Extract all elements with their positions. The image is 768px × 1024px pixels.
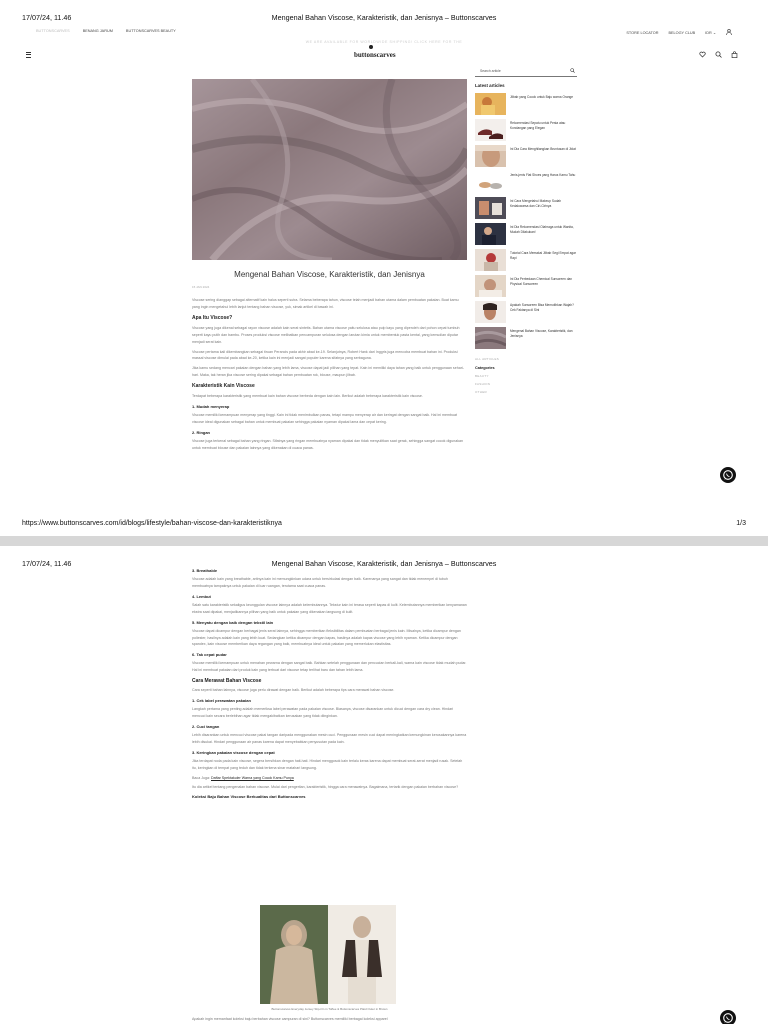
paragraph-tak-cepat-pudar: Viscose memiliki kemampuan untuk menahan pewarna dengan sangat baik. Bahkan setelah penggunaan dan pencucian berkali-kali, warna kain viscose tidak mudah pudar. Hal ini membuat pakaian dari produk kain yang terbuat dari viscose tetap terlihat baru dan tahan lebih lama. [192, 661, 467, 673]
subheading-mudah-menyerap: 1. Mudah menyerap [192, 404, 230, 410]
subheading-menyatu: 5. Menyatu dengan baik dengan tekstil lain [192, 619, 274, 625]
menu-icon[interactable] [26, 52, 31, 59]
paragraph-breathable: Viscose adalah kain yang breathable, artinya kain ini memungkinkan udara untuk bersirkulasi dengan baik. Karenanya yang sangat dan tidak menempel di tubuh membuatnya tampaknya untuk pakaian di luar ruangan, terutama saat cuaca panas. [192, 577, 448, 588]
subheading-tak-cepat-pudar: 6. Tak cepat pudar [192, 652, 227, 658]
paragraph-keringkan: Jika terdapat noda pada kain viscose, segera bersihkan dengan hati-hati. Hindari menggosok kain terlalu keras karena dapat membuat serat-serat menjadi rusak. Setelah itu, keringkan di tempat yang teduh dan tidak terkena sinar matahari langsung. [192, 758, 463, 770]
bag-icon[interactable] [731, 51, 738, 60]
product-image-viscose-outfits [260, 905, 396, 1004]
latest-article-item[interactable] [475, 197, 577, 223]
category-beauty[interactable]: BEAUTY [475, 374, 489, 378]
article-thumbnail [475, 223, 506, 245]
heart-icon[interactable] [699, 51, 706, 60]
print-datetime: 17/07/24, 11.46 [22, 559, 72, 568]
paragraph-cuci-tangan: Lebih disarankan untuk mencuci viscose pakai tangan daripada menggunakan mesin cuci. Penggunaan mesin cuci dapat meningkatkan kemungkinan kerusakannya karena lebih disukai. Hindari penggunaan air panas karena dapat menyebabkan penyusutan pada kain. [192, 732, 467, 744]
article-thumbnail [475, 275, 506, 297]
latest-article-title: Tutorial Cara Memakai Jilbab Segi Empat agar Rapi [510, 251, 576, 260]
heading-apa-itu-viscose: Apa Itu Viscose? [192, 314, 233, 321]
baca-juga-link[interactable]: Daftar Spektakuler Warna yang Cocok Kamu Punya [210, 775, 294, 780]
latest-article-item[interactable] [475, 93, 577, 119]
article-thumbnail [475, 171, 506, 193]
subheading-cuci-tangan: 2. Cuci tangan [192, 723, 220, 729]
subheading-keringkan: 3. Keringkan pakaian viscose dengan cepat [192, 749, 275, 755]
store-locator-link[interactable]: STORE LOCATOR [626, 30, 659, 35]
latest-article-title: Rekomendasi Sepatu untuk Pesta atau Kondangan yang Elegan [510, 121, 566, 130]
paragraph-menyatu: Viscose dapat dicampur dengan berbagai jenis serat lainnya, sehingga memberikan fleksibilitas dalam pembuatan berbagai jenis kain. Misalnya, ketika dicampur dengan poliester, hasilnya adalah kain yang lebih kuat. Sedangkan ketika dicampur dengan kapas, hasilnya adalah kapas viscose yang lebih nyaman. Ketika dicampur dengan spandex, kain viscose memberikan daya regangan yang baik, membuatnya ideal untuk pakaian yang memerlukan elastisitas. [192, 628, 461, 647]
all-articles-link[interactable]: ALL ARTICLES [475, 357, 500, 361]
latest-article-title: Ini Dia Rekomendasi Olahraga untuk Wanita, Mudah Dilakukan! [510, 225, 574, 234]
article-intro: Viscose sering dianggap sebagai alternatif kain halus seperti sutra. Selama beberapa tahun, viscose telah menjadi bahan utama dalam pembuatan pakaian. Buat kamu yang ingin mengetahui lebih lanjut tentang bahan viscose, yuk, simak artikel di bawah ini. [192, 298, 459, 309]
subheading-ringan: 2. Ringan [192, 429, 211, 435]
paragraph-karakter-intro: Terdapat beberapa karakteristik yang membuat kain bahan viscose berbeda dengan kain lain. Berikut adalah beberapa karakteristik kain viscose. [192, 394, 423, 399]
currency-select[interactable] [705, 30, 716, 35]
image-caption: Buttonscarves Everyday Jersey Slip-On in Toffee & Buttonscarves Plaid Outer in Brown [271, 1007, 388, 1011]
subheading-breathable: 3. Breathable [192, 568, 218, 573]
article-thumbnail [475, 301, 506, 323]
print-url: https://www.buttonscarves.com/id/blogs/lifestyle/bahan-viscose-dan-karakteristiknya [22, 520, 282, 527]
paragraph-rawat-intro: Cara seperti bahan lainnya, viscose juga perlu dirawat dengan baik. Berikut adalah beberapa tips cara merawat bahan viscose. [192, 688, 395, 693]
print-footer [22, 520, 746, 527]
top-navigation [36, 29, 732, 37]
latest-article-item[interactable] [475, 275, 577, 301]
article-date: 15 JAN 2024 [192, 285, 210, 289]
article-thumbnail [475, 197, 506, 219]
latest-articles-title: Latest articles [475, 83, 505, 88]
nav-benang-jarum[interactable]: BENANG JARUM [82, 29, 113, 33]
whatsapp-icon[interactable] [720, 1010, 736, 1024]
sidebar [475, 66, 577, 394]
latest-article-title: Ini Dia Cara Menghilangkan Bruntusan di Jidat [510, 147, 576, 151]
search-placeholder: Search article [480, 69, 501, 73]
heading-koleksi: Koleksi Baju Bahan Viscose Berkualitas dari Buttonscarves [192, 794, 306, 800]
whatsapp-icon[interactable] [720, 467, 736, 483]
announcement-bar[interactable]: WE ARE AVAILABLE FOR WORLDWIDE SHIPPING! CLICK HERE FOR THE [305, 40, 463, 44]
hero-image-viscose-fabric [192, 79, 467, 260]
latest-article-item[interactable] [475, 249, 577, 275]
latest-article-title: Ini Cara Mengetahui Makeup Sudah Kedaluwarsa dan Ciri-Cirinya [510, 199, 562, 208]
article-title: Mengenal Bahan Viscose, Karakteristik, dan Jenisnya [234, 270, 425, 279]
latest-article-title: Apakah Sunscreen Bisa Memutihkan Wajah? Cek Faktanya di Sini [510, 303, 574, 312]
category-other[interactable]: OTHER [475, 390, 487, 394]
article-thumbnail [475, 249, 506, 271]
subheading-lembut: 4. Lembut [192, 593, 211, 599]
baca-juga-prefix: Baca Juga: [192, 775, 211, 780]
search-icon[interactable] [715, 51, 722, 60]
search-icon[interactable] [570, 68, 575, 73]
currency-label: IDR [705, 31, 712, 35]
paragraph-closing: Itu dia artikel tentang pengenalan bahan viscose. Mulai dari pengertian, karakteristik, hingga cara merawatnya. Bagaimana, tertarik dengan pakaian berbahan viscose? [192, 785, 459, 790]
latest-articles-list [475, 93, 577, 353]
latest-article-item[interactable] [475, 327, 577, 353]
heading-cara-merawat: Cara Merawat Bahan Viscose [192, 678, 262, 685]
paragraph-ringan: Viscose juga terkenal sebagai bahan yang ringan. Sifatnya yang ringan membuatnya nyaman dipakai dan tidak menyulitkan saat gerak, sehingga sangat cocok digunakan untuk membuat blouse dan pakaian lainnya yang dikenakan di cuaca panas. [192, 438, 464, 450]
user-icon[interactable] [726, 29, 732, 36]
latest-article-item[interactable] [475, 301, 577, 327]
paragraph-apa-2: Viscose pertama kali dikembangkan sebagai tiruan Perancis pada akhir abad ke-19. Selanjutnya, Robert Hank dari Inggris juga mencoba membuat bahan ini. Produksi massal viscose dimulai pada abad ke-20, ketika kain ini menjadi sangat populer karena sifatnya yang serbaguna. [192, 349, 458, 361]
latest-article-item[interactable] [475, 145, 577, 171]
main-header [24, 50, 738, 62]
site-logo[interactable]: buttonscarves [354, 51, 396, 59]
paragraph-lembut: Salah satu karakteristik sekaligus keunggulan viscose lainnya adalah kelembutannya. Tekstur kain ini terasa seperti kapas di kulit. Kelembutannya memberikan kenyamanan ekstra saat dipakai, menjadikannya pilihan yang baik untuk pakaian yang dikenakan langsung di kulit. [192, 602, 467, 614]
article-thumbnail [475, 145, 506, 167]
nav-buttonscarves[interactable]: BUTTONSCARVES [36, 29, 70, 33]
article-body-3 [192, 1016, 467, 1023]
article-thumbnail [475, 327, 506, 349]
paragraph-apa-1: Viscose yang juga dikenal sebagai rayon viscose adalah kain serat sintetis. Bahan utama viscose yaitu selulosa atau pulp kayu yang diperoleh dari pohon cepat tumbuh seperti kayu putih dan bambu. Proses produksi viscose melibatkan pencampuran selulosa dengan larutan kimia untuk membentuk pasta kental, yang kemudian diputar menjadi serat kain. [192, 325, 460, 344]
paragraph-cek-label: Langkah pertama yang penting adalah memeriksa label perawatan pada pakaian viscose. Biasanya, viscose disarankan untuk dicuci dengan cara dry clean. Hindari mencuci kain secara berlebihan agar tidak mengakibatkan kerusakan yang tidak diinginkan. [192, 707, 454, 718]
belogy-club-link[interactable]: BELOGY CLUB [668, 30, 696, 35]
latest-article-item[interactable] [475, 223, 577, 249]
latest-article-item[interactable] [475, 119, 577, 145]
article-thumbnail [475, 119, 506, 141]
article-body-1 [192, 297, 467, 452]
latest-article-title: Ini Dia Perbedaan Chemical Sunscreen dan Physical Sunscreen [510, 277, 573, 286]
category-fashion[interactable]: FASHION [475, 382, 491, 386]
latest-article-title: Jenis-jenis Flat Shoes yang Harus Kamu Tahu [510, 173, 576, 177]
print-datetime: 17/07/24, 11.46 [22, 13, 72, 22]
heading-karakteristik: Karakteristik Kain Viscose [192, 383, 255, 390]
print-page-2 [0, 546, 768, 1024]
paragraph-apa-3: Jika kamu sedang mencari pakaian dengan bahan yang lebih lama, viscose dapat jadi pilihan yang tepat. Kain ini memiliki daya tahan yang baik untuk penggunaan sehari-hari. Maka, tak heran jika viscose sering dipakai sebagai bahan pembuatan rok, blouse, maupun jilbab. [192, 366, 464, 378]
print-page-number: 1/3 [736, 520, 746, 527]
latest-article-title: Mengenal Bahan Viscose, Karakteristik, dan Jenisnya [510, 329, 573, 338]
print-doc-title: Mengenal Bahan Viscose, Karakteristik, dan Jenisnya – Buttonscarves [271, 13, 497, 22]
paragraph-mudah-menyerap: Viscose memiliki kemampuan menyerap yang tinggi. Kain ini tidak menimbulkan panas, tetapi mampu menyerap air dan keringat dengan sangat baik. Hal ini membuat viscose ideal digunakan sebagai bahan untuk membuat pakaian sehingga pakaian nyaman dipakai lama dan cepat kering. [192, 413, 458, 424]
print-doc-title: Mengenal Bahan Viscose, Karakteristik, dan Jenisnya – Buttonscarves [271, 559, 497, 568]
article-search-input[interactable] [475, 66, 577, 77]
latest-article-item[interactable] [475, 171, 577, 197]
baca-juga [192, 775, 467, 782]
paragraph-after-caption: Apakah ingin memanfaat koleksi baju berbahan viscose campuran di sini? Buttonscarves memiliki berbagai koleksi apparel [192, 1017, 388, 1021]
article-body-2 [192, 568, 467, 799]
latest-article-title: Jilbab yang Cocok untuk Baju warna Orange [510, 95, 574, 99]
subheading-cek-label: 1. Cek label perawatan pakaian [192, 698, 251, 704]
chevron-down-icon: ⌄ [712, 31, 716, 35]
logo-mark [369, 45, 373, 49]
nav-beauty[interactable]: BUTTONSCARVES BEAUTY [125, 29, 176, 33]
article-thumbnail [475, 93, 506, 115]
categories-title: Categories [475, 366, 495, 370]
